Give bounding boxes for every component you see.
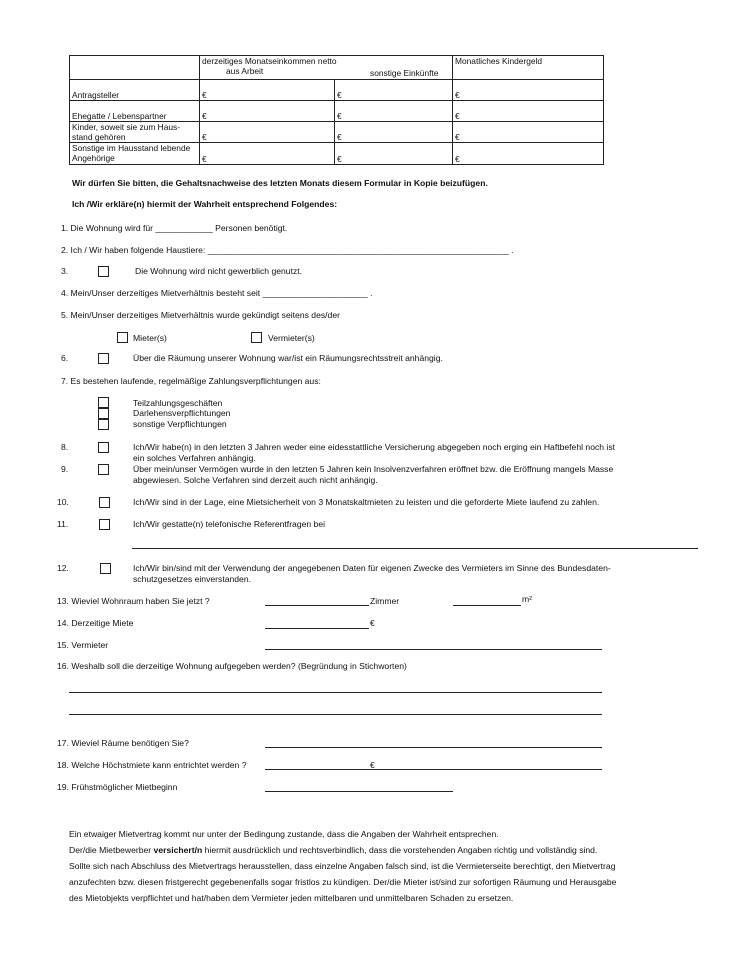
reference-input-line[interactable] (132, 548, 698, 549)
table-row (70, 101, 604, 122)
item-17: 17. Wieviel Räume benötigen Sie? (57, 738, 189, 748)
item-2: 2. Ich / Wir haben folgende Haustiere: _______________________________________________________________ . (61, 245, 514, 255)
item-3-checkbox[interactable] (98, 266, 109, 277)
closing-paragraph (69, 826, 669, 906)
item-11-text: Ich/Wir gestatte(n) telefonische Referentfragen bei (133, 519, 326, 529)
income-work-cell[interactable]: € (200, 80, 335, 101)
rooms-input-line[interactable] (265, 605, 369, 606)
item-9-checkbox[interactable] (98, 464, 109, 475)
rooms-unit: Zimmer (370, 596, 400, 606)
table-header-row (70, 56, 604, 80)
item-8-number: 8. (61, 442, 69, 452)
reason-input-line-1[interactable] (69, 692, 602, 693)
item-9-line-1: Über mein/unser Vermögen wurde in den letzten 5 Jahren kein Insolvenzverfahren eröffnet bzw. die Eröffnung mangels Masse (133, 464, 614, 474)
item-6-checkbox[interactable] (98, 353, 109, 364)
item-12-checkbox[interactable] (100, 563, 111, 574)
item-9-line-2: abgewiesen. Solche Verfahren sind derzeit auch nicht anhängig. (133, 475, 378, 485)
item-10-checkbox[interactable] (99, 497, 110, 508)
item-8-text (133, 442, 615, 464)
current-rent-currency: € (370, 618, 375, 628)
income-table (69, 55, 604, 165)
item-15: 15. Vermieter (57, 640, 109, 650)
item-4: 4. Mein/Unser derzeitiges Mietverhältnis besteht seit ______________________ . (61, 288, 373, 298)
landlord-input-line[interactable] (265, 649, 602, 650)
closing-line-5: des Mietobjekts verpflichtet und hat/haben dem Vermieter jeden mittelbaren und unmittelbaren Schaden zu ersetzen. (69, 893, 514, 903)
income-work-cell[interactable]: € (200, 143, 335, 165)
row-label: Kinder, soweit sie zum Haus-stand gehören (70, 122, 200, 143)
loan-label: Darlehensverpflichtungen (133, 408, 231, 418)
item-9-text (133, 464, 613, 486)
item-8-line-2: ein solches Verfahren anhängig. (133, 453, 256, 463)
item-6-text: Über die Räumung unserer Wohnung war/ist ein Räumungsrechtsstreit anhängig. (133, 353, 443, 363)
rooms-needed-input-line[interactable] (265, 747, 602, 748)
tenant-checkbox[interactable] (117, 332, 128, 343)
row-label: Antragsteller (70, 80, 200, 101)
income-work-cell[interactable]: € (200, 101, 335, 122)
landlord-checkbox[interactable] (251, 332, 262, 343)
header-kindergeld-label: Monatliches Kindergeld (453, 56, 604, 80)
item-5: 5. Mein/Unser derzeitiges Mietverhältnis wurde gekündigt seitens des/der (61, 310, 340, 320)
area-input-line[interactable] (453, 605, 521, 606)
kindergeld-cell[interactable]: € (453, 143, 604, 165)
loan-checkbox[interactable] (98, 408, 109, 419)
kindergeld-cell[interactable]: € (453, 122, 604, 143)
salary-notice: Wir dürfen Sie bitten, die Gehaltsnachweise des letzten Monats diesem Formular in Kopie beizufügen. (72, 178, 488, 188)
item-11-number: 11. (57, 519, 69, 529)
row-label: Sonstige im Hausstand lebende Angehörige (70, 143, 200, 165)
item-19: 19. Frühstmöglicher Mietbeginn (57, 782, 178, 792)
closing-line-2-pre: Der/die Mietbewerber (69, 845, 154, 855)
income-other-cell[interactable]: € (335, 101, 453, 122)
declaration-heading: Ich /Wir erkläre(n) hiermit der Wahrheit entsprechend Folgendes: (72, 199, 338, 209)
current-rent-input-line[interactable] (265, 628, 369, 629)
item-3-text: Die Wohnung wird nicht gewerblich genutzt. (135, 266, 303, 276)
landlord-label: Vermieter(s) (268, 333, 315, 343)
kindergeld-cell[interactable]: € (453, 101, 604, 122)
table-header-income (200, 56, 453, 80)
max-rent-input-line[interactable] (265, 769, 602, 770)
closing-line-2-post: hiermit ausdrücklich und rechtsverbindlich, dass die vorstehenden Angaben richtig und vollständig sind. (202, 845, 598, 855)
header-work-label: aus Arbeit (226, 66, 264, 76)
item-8-checkbox[interactable] (98, 442, 109, 453)
table-row (70, 122, 604, 143)
start-date-input-line[interactable] (265, 791, 453, 792)
closing-line-2-bold: versichert/n (153, 845, 203, 855)
item-12-text (133, 563, 611, 585)
item-16: 16. Weshalb soll die derzeitige Wohnung aufgegeben werden? (Begründung in Stichworten) (57, 661, 407, 671)
item-18: 18. Welche Höchstmiete kann entrichtet werden ? (57, 760, 247, 770)
installment-checkbox[interactable] (98, 397, 109, 408)
closing-line-4: anzufechten bzw. diesen fristgerecht gegebenenfalls sogar fristlos zu kündigen. Der/die Mieter ist/sind zur sofortigen Räumung und Herausgabe (69, 877, 617, 887)
table-row (70, 80, 604, 101)
closing-line-1: Ein etwaiger Mietvertrag kommt nur unter der Bedingung zustande, dass die Angaben der Wahrheit entsprechen. (69, 829, 499, 839)
item-12-line-1: Ich/Wir bin/sind mit der Verwendung der angegebenen Daten für eigenen Zwecke des Vermieters im Sinne des Bundesdaten- (133, 563, 611, 573)
item-11-checkbox[interactable] (99, 519, 110, 530)
item-9-number: 9. (61, 464, 69, 474)
item-6-number: 6. (61, 353, 69, 363)
income-other-cell[interactable]: € (335, 122, 453, 143)
closing-line-3: Sollte sich nach Abschluss des Mietvertrags herausstellen, dass einzelne Angaben falsch sind, ist die Vermieterseite berechtigt, den Mietvertrag (69, 861, 616, 871)
other-obligations-checkbox[interactable] (98, 419, 109, 430)
installment-label: Teilzahlungsgeschäften (133, 398, 223, 408)
row-label: Ehegatte / Lebenspartner (70, 101, 200, 122)
kindergeld-cell[interactable]: € (453, 80, 604, 101)
income-work-cell[interactable]: € (200, 122, 335, 143)
item-1: 1. Die Wohnung wird für ____________ Personen benötigt. (61, 223, 288, 233)
tenant-label: Mieter(s) (133, 333, 167, 343)
income-other-cell[interactable]: € (335, 143, 453, 165)
income-other-cell[interactable]: € (335, 80, 453, 101)
item-7: 7. Es bestehen laufende, regelmäßige Zahlungsverpflichtungen aus: (61, 376, 321, 386)
header-other-label: sonstige Einkünfte (370, 68, 439, 78)
table-header-empty (70, 56, 200, 80)
item-12-number: 12. (57, 563, 69, 573)
table-row (70, 143, 604, 165)
item-10-number: 10. (57, 497, 69, 507)
item-10-text: Ich/Wir sind in der Lage, eine Mietsicherheit von 3 Monatskaltmieten zu leisten und die geforderte Miete laufend zu zahlen. (133, 497, 600, 507)
max-rent-currency: € (370, 760, 375, 770)
area-unit: m² (522, 594, 533, 604)
item-3-number: 3. (61, 266, 69, 276)
item-12-line-2: schutzgesetzes einverstanden. (133, 574, 251, 584)
item-13: 13. Wieviel Wohnraum haben Sie jetzt ? (57, 596, 210, 606)
other-obligations-label: sonstige Verpflichtungen (133, 419, 227, 429)
reason-input-line-2[interactable] (69, 714, 602, 715)
header-income-label: derzeitiges Monatseinkommen netto (202, 56, 337, 66)
closing-line-2 (69, 842, 669, 858)
item-8-line-1: Ich/Wir habe(n) in den letzten 3 Jahren weder eine eidesstattliche Versicherung abgegeben noch erging ein Haftbefehl noch ist (133, 442, 616, 452)
item-14: 14. Derzeitige Miete (57, 618, 134, 628)
